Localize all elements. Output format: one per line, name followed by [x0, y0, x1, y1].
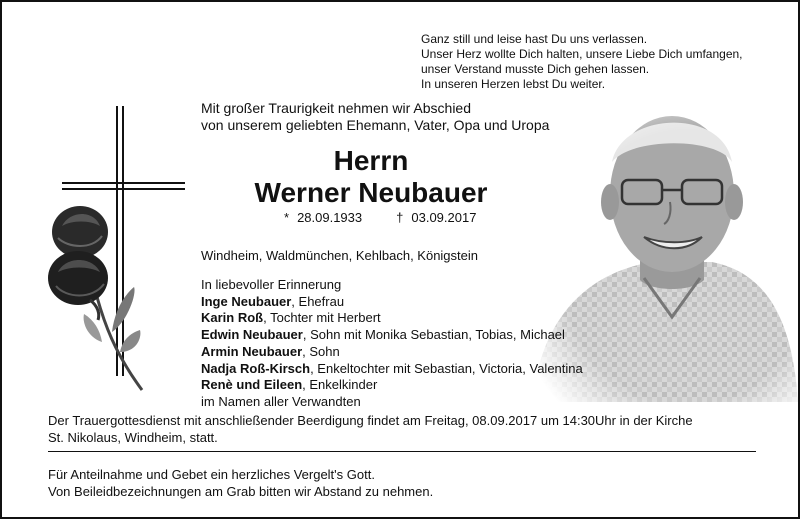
relatives-line: im Namen aller Verwandten: [201, 393, 361, 409]
memory-heading: In liebevoller Erinnerung: [201, 277, 342, 292]
mourner-name: Edwin Neubauer: [201, 327, 303, 343]
mourner-entry: [201, 310, 583, 327]
mourner-name: Nadja Roß-Kirsch: [201, 360, 311, 376]
mourner-name: Renè und Eileen: [201, 377, 303, 393]
mourner-name: Karin Roß: [201, 310, 264, 326]
poem-line: Unser Herz wollte Dich halten, unsere Liebe Dich umfangen,: [421, 47, 743, 61]
poem-line: unser Verstand musste Dich gehen lassen.: [421, 62, 650, 76]
mourner-relation: , Enkeltochter mit Sebastian, Victoria, Valentina: [310, 360, 583, 376]
mourner-entry: [201, 344, 583, 361]
thanks-line: Von Beileidbezeichnungen am Grab bitten wir Abstand zu nehmen.: [48, 484, 434, 499]
thanks-line: Für Anteilnahme und Gebet ein herzliches Vergelt's Gott.: [48, 467, 375, 482]
death-date: 03.09.2017: [411, 210, 477, 225]
mourner-relation: , Ehefrau: [291, 293, 345, 309]
thanks-text: [48, 466, 433, 500]
honorific: Herrn: [333, 145, 409, 176]
mourner-entry: [201, 294, 583, 311]
mourner-entry: [201, 327, 583, 344]
poem-line: In unseren Herzen lebst Du weiter.: [421, 77, 606, 91]
death-symbol: †: [396, 210, 404, 225]
mourner-relation: , Sohn: [302, 343, 340, 359]
deceased-name-block: [201, 145, 541, 209]
rose-icon: [42, 202, 162, 402]
deceased-name: Werner Neubauer: [254, 177, 488, 208]
mourner-relation: , Enkelkinder: [302, 377, 378, 393]
life-dates: [284, 210, 476, 225]
mourner-name: Armin Neubauer: [201, 343, 303, 359]
mourners-list: [201, 277, 583, 411]
mourner-relation: , Sohn mit Monika Sebastian, Tobias, Michael: [302, 327, 565, 343]
intro-line: Mit großer Traurigkeit nehmen wir Abschied: [201, 100, 471, 116]
mourner-entry: [201, 377, 583, 394]
birth-symbol: *: [284, 210, 290, 225]
mourner-name: Inge Neubauer: [201, 293, 292, 309]
mourner-relation: , Tochter mit Herbert: [263, 310, 381, 326]
service-line: St. Nikolaus, Windheim, statt.: [48, 430, 218, 445]
service-line: Der Trauergottesdienst mit anschließender Beerdigung findet am Freitag, 08.09.2017 um 14:30Uhr in der Kirche: [48, 413, 693, 428]
service-info: [48, 412, 768, 446]
poem-line: Ganz still und leise hast Du uns verlassen.: [421, 32, 648, 46]
intro-line: von unserem geliebten Ehemann, Vater, Opa und Uropa: [201, 117, 550, 133]
divider: [48, 451, 756, 452]
mourner-entry: [201, 361, 583, 378]
birth-date: 28.09.1933: [297, 210, 363, 225]
intro-text: [201, 100, 549, 134]
poem: [421, 32, 781, 92]
places: Windheim, Waldmünchen, Kehlbach, Königstein: [201, 248, 478, 263]
